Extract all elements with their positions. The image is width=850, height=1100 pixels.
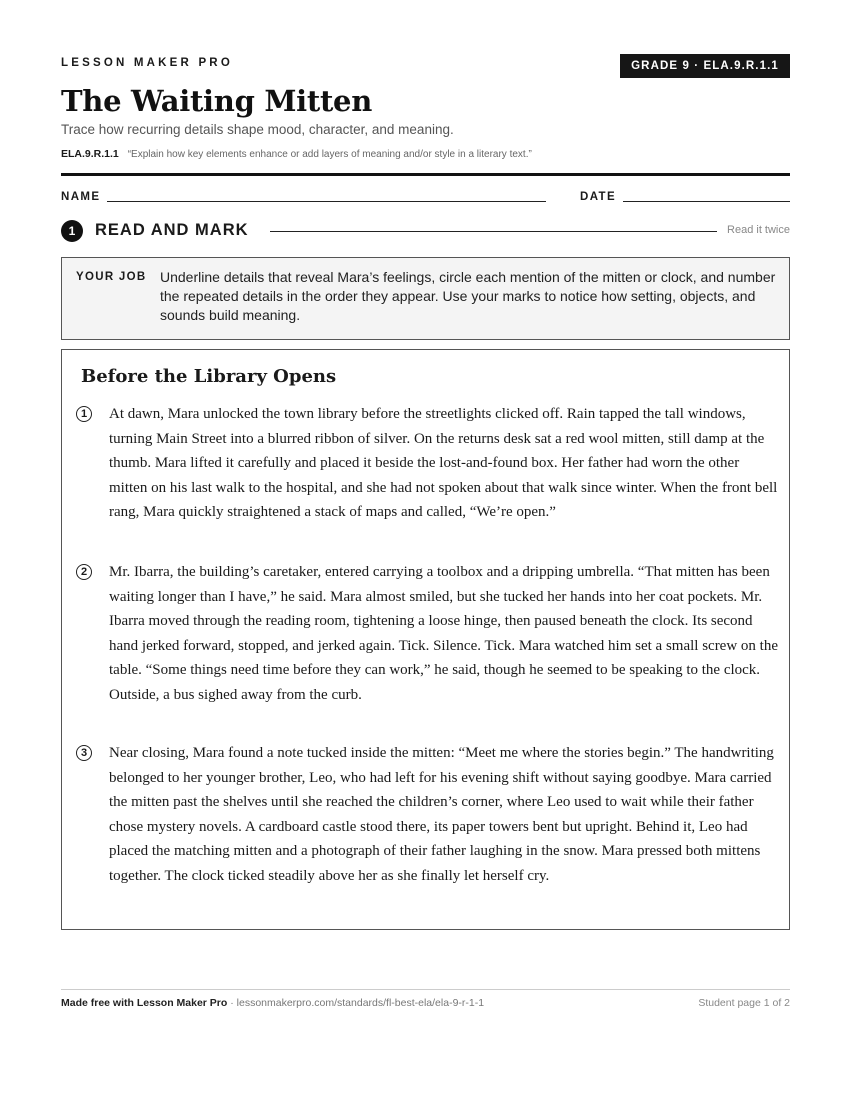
section-divider (270, 231, 717, 232)
section-number-badge: 1 (61, 220, 83, 242)
page-title: The Waiting Mitten (61, 84, 372, 118)
paragraph-text: At dawn, Mara unlocked the town library before the streetlights clicked off. Rain tapped the tall windows, turning Main Street into a blurred ribbon of silver. On the returns desk sat a red wool mitten, still damp at the thumb. Mara lifted it carefully and placed it beside the lost-and-found box. Her father had worn the other mitten on his last walk to the hospital, and she had not spoken about that walk since winter. When the front bell rang, Mara quickly straightened a stack of maps and called, “We’re open.” (109, 406, 778, 521)
reading-passage (61, 349, 790, 930)
page-indicator: Student page 1 of 2 (698, 997, 790, 1009)
date-label: DATE (580, 191, 617, 203)
standard-code: ELA.9.R.1.1 (61, 148, 119, 160)
date-field[interactable] (623, 201, 790, 202)
instructions-text: Underline details that reveal Mara’s feelings, circle each mention of the mitten or clock, and number the repeated details in the order they appear. Use your marks to notice how setting, objects, and sounds build meaning. (160, 269, 776, 323)
footer-maker: Made free with Lesson Maker Pro (61, 997, 228, 1009)
page-subtitle: Trace how recurring details shape mood, character, and meaning. (61, 122, 454, 137)
name-label: NAME (61, 191, 101, 203)
instructions-box (61, 257, 790, 340)
passage-title: Before the Library Opens (81, 366, 337, 387)
paragraph-number-badge: 1 (76, 406, 92, 422)
name-field[interactable] (107, 201, 546, 202)
standard-line (61, 148, 532, 160)
section-title: READ AND MARK (95, 221, 249, 239)
paragraph-text: Near closing, Mara found a note tucked inside the mitten: “Meet me where the stories begin.” The handwriting belonged to her younger brother, Leo, who had left for his evening shift without saying goodbye. Mara carried the mitten past the shelves until she reached the children’s corner, where Leo used to wait while their father chose mystery novels. A cardboard castle stood there, its paper towers bent but upright. Behind it, Leo had placed the matching mitten and a photograph of their father laughing in the snow. Mara pressed both mittens together. The clock ticked steadily above her as she finally let herself cry. (109, 745, 774, 884)
grade-badge: GRADE 9 · ELA.9.R.1.1 (620, 54, 790, 78)
standard-description: “Explain how key elements enhance or add layers of meaning and/or style in a literary text.” (127, 149, 532, 160)
footer-url[interactable]: · lessonmakerpro.com/standards/fl-best-ela/ela-9-r-1-1 (227, 997, 485, 1009)
section-header (61, 220, 790, 244)
section-note: Read it twice (727, 224, 790, 236)
name-date-row (61, 190, 790, 206)
brand-name: LESSON MAKER PRO (61, 57, 233, 69)
instructions-label: YOUR JOB (76, 271, 147, 283)
paragraph-text: Mr. Ibarra, the building’s caretaker, entered carrying a toolbox and a dripping umbrella. “That mitten has been waiting longer than I have,” he said. Mara almost smiled, but she tucked her hands into her coat pockets. Mr. Ibarra moved through the reading room, tightening a loose hinge, then paused beneath the clock. Its second hand jerked forward, stopped, and jerked again. Tick. Silence. Tick. Mara watched him set a small screw on the table. “Some things need time before they can work,” he said, though he seemed to be speaking to the clock. Outside, a bus sighed away from the curb. (109, 564, 779, 703)
paragraph-number-badge: 3 (76, 745, 92, 761)
footer-credit (61, 997, 484, 1009)
paragraph-number-badge: 2 (76, 564, 92, 580)
footer-divider (61, 989, 790, 990)
header-divider (61, 173, 790, 176)
